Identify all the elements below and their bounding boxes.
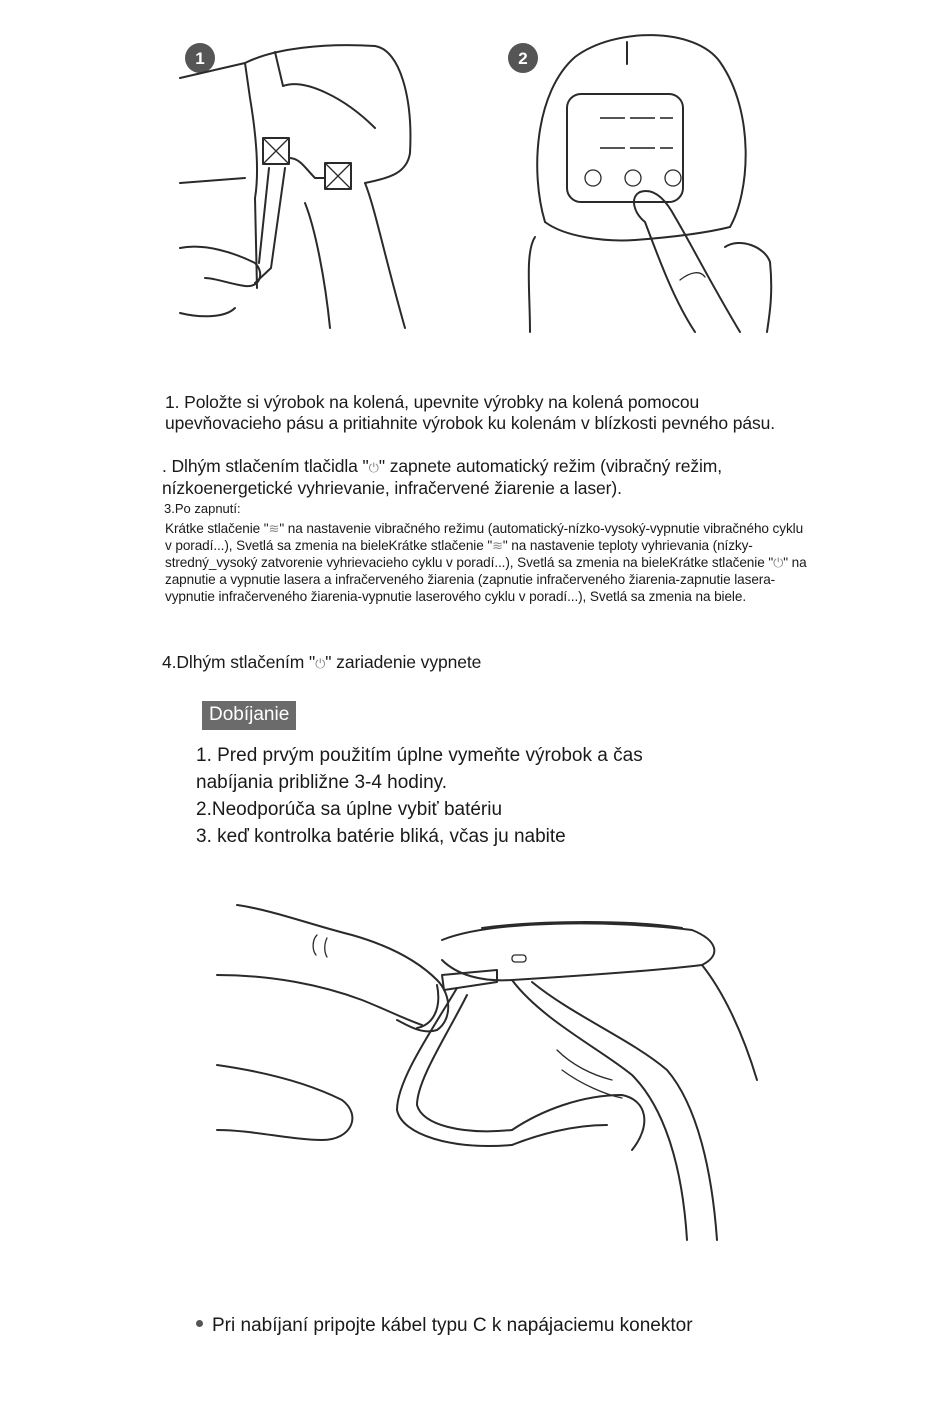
vibration-icon: ≋ [268, 521, 280, 536]
charging-note-text: Pri nabíjaní pripojte kábel typu C k napájaciemu konektor [212, 1315, 693, 1336]
step-3-text [165, 520, 810, 605]
power-icon: ⏻ [773, 555, 784, 570]
power-icon: ⏻ [315, 656, 326, 671]
figure-1-strap-illustration [175, 38, 435, 330]
bullet-dot [196, 1320, 203, 1327]
step-4-part-b: " zariadenie vypnete [325, 652, 482, 672]
step-1-text [165, 392, 805, 434]
charging-line-4: 3. keď kontrolka batérie bliká, včas ju nabite [196, 826, 566, 847]
step-3-title: 3.Po zapnutí: [164, 501, 241, 516]
charging-line-3: 2.Neodporúča sa úplne vybiť batériu [196, 799, 503, 820]
step-1-paragraph: 1. Položte si výrobok na kolená, upevnite výrobky na kolená pomocou upevňovacieho pásu a pritiahnite výrobok ku kolenám v blízkosti pevného pásu. [165, 392, 776, 433]
step-3-part-a: Krátke stlačenie " [165, 521, 269, 536]
step-3-part-c: " na nastavenie teploty vyhrievania (nízky-stredný_vysoký zatvorenie vyhrievacieho cyklu v poradí...), Svetlá sa zmenia na bieleKrátke stlačenie " [165, 538, 774, 570]
power-icon: ⏻ [368, 460, 379, 475]
step-4-part-a: 4.Dlhým stlačením " [162, 652, 316, 672]
step-4-text [162, 652, 802, 674]
step-3-part-b: " na nastavenie vibračného režimu (automatický-nízko-vysoký-vypnutie vibračného cyklu v poradí...), Svetlá sa zmenia na bieleKrátke stlačenie " [165, 521, 804, 553]
charging-instructions [196, 742, 796, 850]
charging-line-1: 1. Pred prvým použitím úplne vymeňte výrobok a čas [196, 745, 643, 766]
figure-3-charging-illustration [212, 900, 772, 1250]
step-2-text [162, 456, 802, 499]
charging-note [196, 1314, 816, 1338]
charging-line-2: nabíjania približne 3-4 hodiny. [196, 772, 448, 793]
charging-section-badge: Dobíjanie [202, 701, 296, 730]
step-2-part-b: " zapnete automatický režim (vibračný režim, nízkoenergetické vyhrievanie, infračervené žiarenie a laser). [162, 456, 723, 498]
step-2-part-a: . Dlhým stlačením tlačidla " [162, 456, 369, 476]
figure-1-number: 1 [195, 49, 205, 68]
heat-icon: ≋ [492, 538, 503, 553]
step-3-part-d: " na zapnutie a vypnutie lasera a infračerveného žiarenia (zapnutie infračerveného žiarenia-zapnutie lasera-vypnutie infračerveného žiarenia-vypnutie laserového cyklu v poradí...), Svetlá sa zmenia na biele. [165, 555, 807, 604]
figure-2-number: 2 [518, 49, 528, 68]
figure-2-control-panel-illustration [505, 32, 780, 337]
